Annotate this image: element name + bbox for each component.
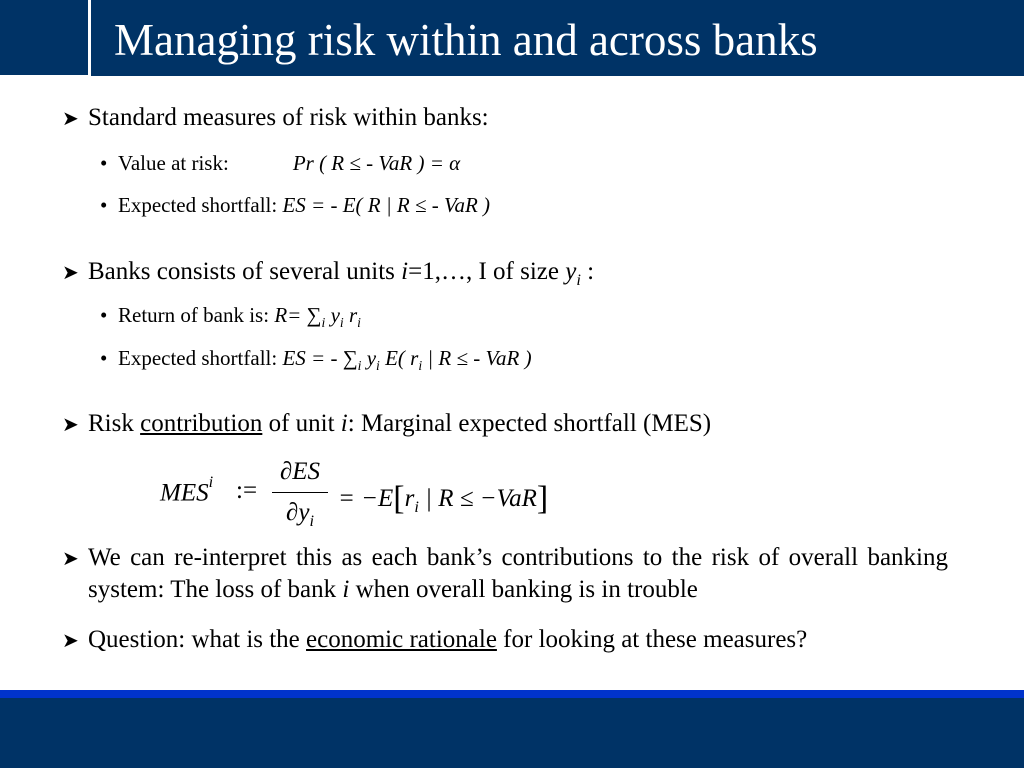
arrow-bullet-icon: ➤ (62, 106, 79, 130)
fraction-bar (272, 492, 328, 493)
arrow-bullet-icon: ➤ (62, 260, 79, 284)
slide-title: Managing risk within and across banks (114, 15, 818, 65)
sub-bullet-es-sum (100, 345, 532, 379)
bullet-reinterpret (62, 542, 948, 603)
bullet-text: Risk contribution of unit i: Marginal expected shortfall (MES) (88, 410, 712, 437)
title-divider (88, 0, 91, 76)
title-underline (0, 75, 90, 78)
bullet-text: We can re-interpret this as each bank’s contributions to the risk of overall banking system: The loss of bank i when overall banking is in trouble (88, 544, 948, 603)
es-sum-formula: ES = - $\sum_i$ $y_i$ E( $r_i$ | R ≤ - VaR ) (282, 346, 532, 374)
bullet-text: Question: what is the economic rationale for looking at these measures? (88, 626, 808, 653)
footer-bar (0, 698, 1024, 768)
sub-bullet-return (100, 302, 361, 336)
sub-bullet-es (100, 192, 490, 218)
formula-assign: := (236, 477, 258, 504)
bullet-bank-units (62, 256, 595, 289)
formula-rhs: = $-E[r_i$ | R ≤ −VaR] (338, 480, 549, 517)
bullet-text: Banks consists of several units i=1,…, I of size $y_i$ : (88, 258, 595, 289)
sub-bullet-var (100, 150, 460, 176)
sub-bullet-label: Return of bank is: (118, 303, 270, 327)
dot-bullet-icon: • (100, 193, 108, 217)
formula-lhs: MES$^i$ (160, 473, 214, 507)
formula-fraction (272, 455, 328, 531)
bullet-risk-contribution (62, 408, 712, 440)
fraction-numerator: ∂ES (279, 458, 321, 485)
arrow-bullet-icon: ➤ (62, 412, 79, 436)
bullet-standard-measures (62, 102, 489, 134)
sub-bullet-label: Expected shortfall: (118, 346, 278, 370)
footer-accent-stripe (0, 690, 1024, 698)
var-formula: Pr ( R ≤ - VaR ) = α (292, 151, 461, 175)
dot-bullet-icon: • (100, 151, 108, 175)
dot-bullet-icon: • (100, 346, 108, 370)
return-formula: $R= \sum_i$ $y_i$ $r_i$ (274, 303, 361, 331)
fraction-denominator: $\partial y_i$ (286, 499, 314, 530)
arrow-bullet-icon: ➤ (62, 628, 79, 652)
arrow-bullet-icon: ➤ (62, 546, 79, 570)
mes-formula (160, 455, 580, 535)
sub-bullet-label: Value at risk: (118, 151, 229, 175)
dot-bullet-icon: • (100, 303, 108, 327)
sub-bullet-label: Expected shortfall: (118, 193, 278, 217)
title-bar (0, 0, 1024, 76)
bullet-text: Standard measures of risk within banks: (88, 104, 489, 131)
bullet-question (62, 624, 808, 656)
es-formula: ES = - E( R | R ≤ - VaR ) (282, 193, 491, 217)
